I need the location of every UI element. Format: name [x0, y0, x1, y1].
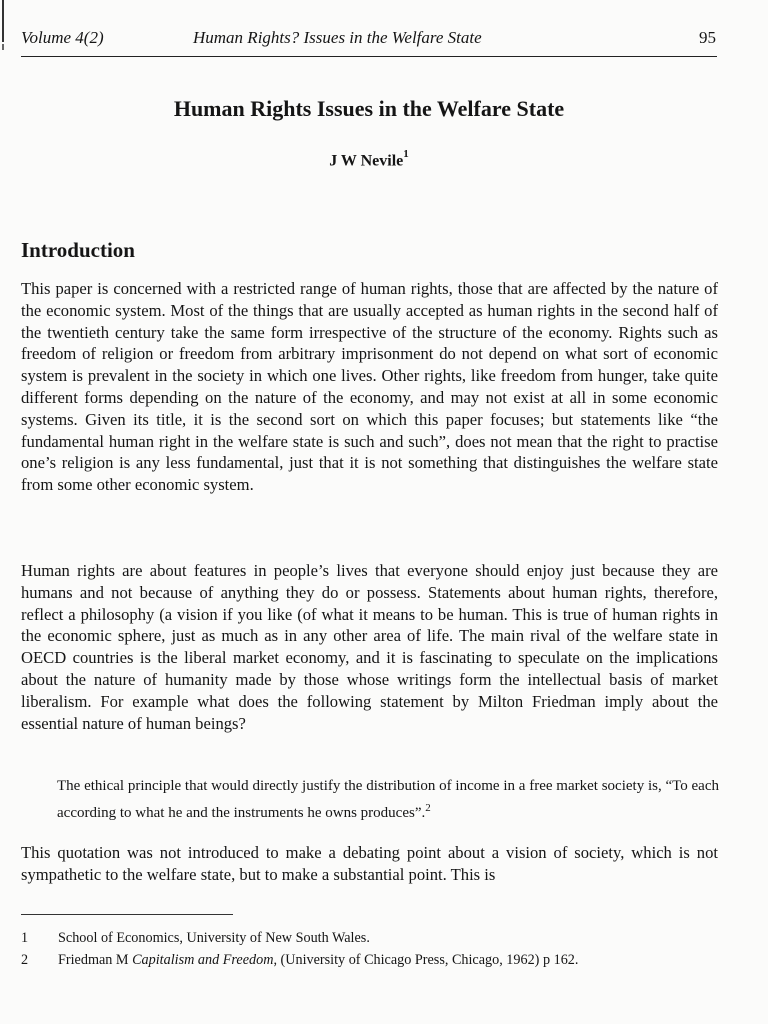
footnote-text: School of Economics, University of New South Wales.	[58, 930, 370, 946]
page-number: 95	[699, 28, 716, 47]
block-quote	[57, 776, 719, 824]
journal-volume: Volume 4(2)	[21, 28, 104, 47]
header-divider	[21, 56, 717, 57]
footnote-number: 1	[21, 930, 29, 946]
paragraph-1: This paper is concerned with a restricted range of human rights, those that are affected by the nature of the economic system. Most of the things that are usually accepted as human rights in the second half of the twentieth century take the same form irrespective of the structure of the economy. Rights such as freedom of religion or freedom from arbitrary imprisonment do not depend on what sort of economic system is prevalent in the society in which one lives. Other rights, like freedom from hunger, take quite different forms depending on the nature of the economy, and may not exist at all in some economic systems. Given its title, it is the second sort on which this paper focuses; but statements like “the fundamental human right in the welfare state is such and such”, does not mean that the right to practise one’s religion is any less fundamental, just that it is not something that distinguishes the welfare state from some other economic system.	[21, 279, 718, 495]
footnote-number: 2	[21, 952, 29, 968]
author-footnote-ref[interactable]: 1	[403, 148, 409, 160]
running-title: Human Rights? Issues in the Welfare State	[193, 28, 482, 47]
paragraph-2: Human rights are about features in people’s lives that everyone should enjoy just because they are humans and not because of anything they do or possess. Statements about human rights, therefore, reflect a philosophy (a vision if you like (of what it means to be human. This is true of human rights in the economic sphere, just as much as in any other area of life. The main rival of the welfare state in OECD countries is the liberal market economy, and it is fascinating to speculate on the implications about the nature of humanity made by those whose writings form the intellectual basis of market liberalism. For example what does the following statement by Milton Friedman imply about the essential nature of human beings?	[21, 561, 718, 733]
quote-footnote-ref[interactable]: 2	[425, 801, 431, 814]
footnote-book-title: Capitalism and Freedom	[132, 952, 274, 968]
footnote-citation-details: , (University of Chicago Press, Chicago, 1962) p 162.	[273, 952, 579, 968]
footnote-text	[58, 952, 578, 969]
section-heading: Introduction	[21, 238, 135, 262]
footnote-citation-author: Friedman M	[58, 952, 133, 968]
author-name: J W Nevile	[329, 152, 404, 170]
footnote-divider	[21, 914, 233, 915]
article-title: Human Rights Issues in the Welfare State	[173, 96, 565, 121]
paragraph-3: This quotation was not introduced to make a debating point about a vision of society, which is not sympathetic to the welfare state, but to make a substantial point. This is	[21, 843, 718, 884]
page-edge-rule	[2, 0, 4, 42]
author-line	[0, 150, 738, 170]
running-head	[21, 26, 716, 52]
page-edge-rule-lower	[2, 44, 4, 50]
quote-text: The ethical principle that would directly justify the distribution of income in a free market society is, “To each according to what he and the instruments he owns produces”.	[57, 778, 719, 821]
